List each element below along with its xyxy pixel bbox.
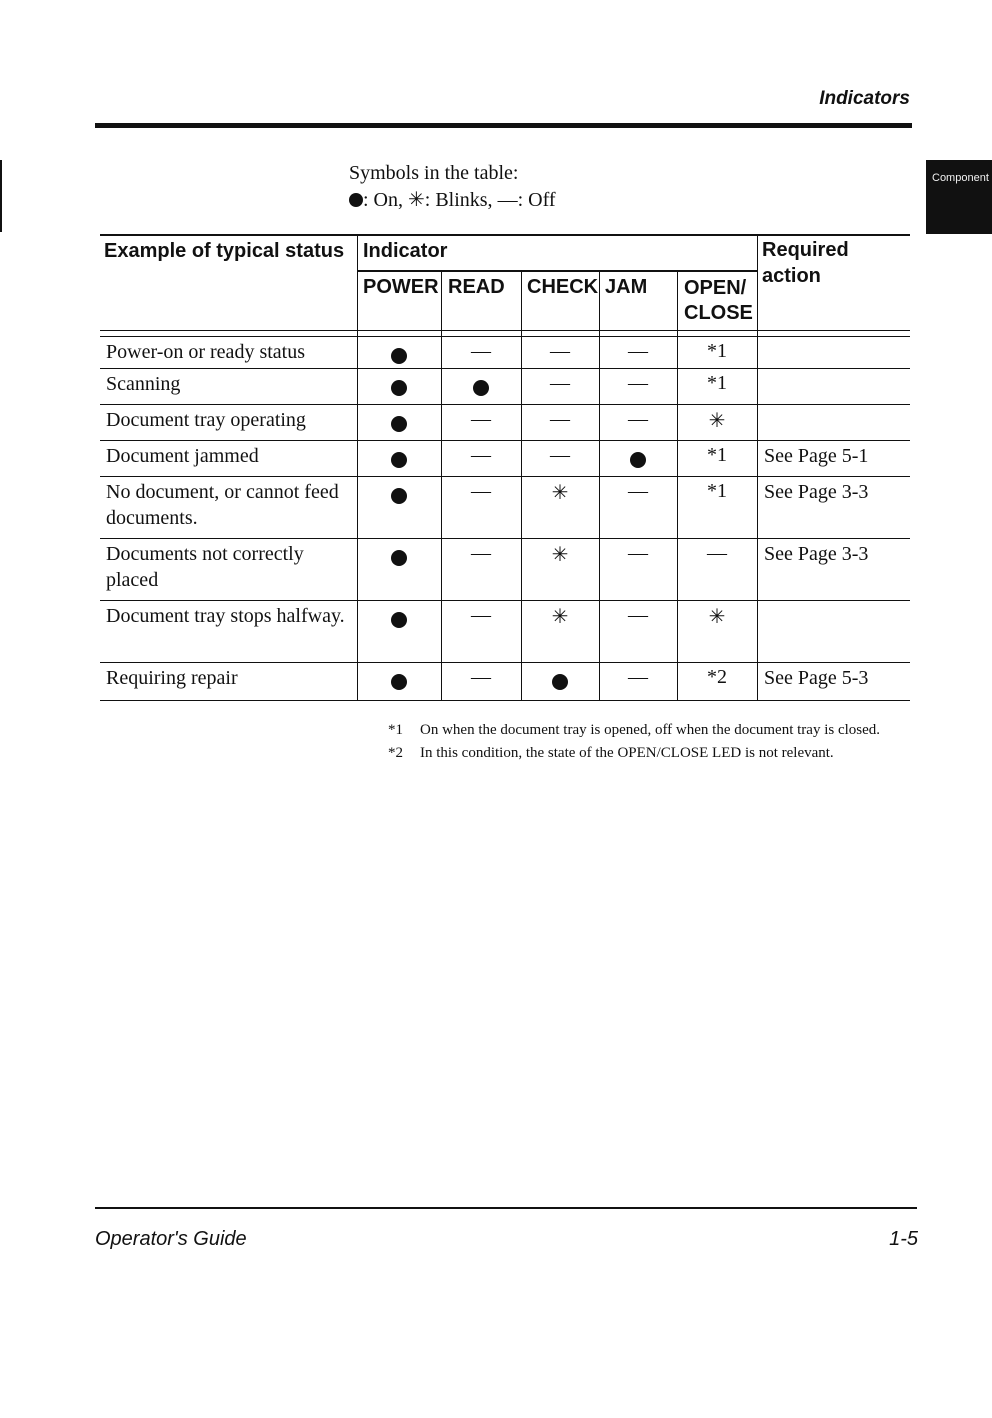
indicator-cell [687,338,747,368]
indicator-cell [687,442,747,472]
footer-rule [95,1207,917,1209]
led-blink-icon: ✳ [551,606,569,628]
indicator-cell [687,602,747,632]
indicator-cell [451,370,511,400]
indicator-cell [608,338,668,368]
legend-intro: Symbols in the table: [349,162,519,184]
header-required-action: Required action [762,239,849,287]
footnote-ref: *1 [707,480,727,502]
section-title: Indicators [819,88,910,109]
indicator-cell [369,664,429,694]
led-on-icon [391,488,407,504]
indicator-cell [369,478,429,508]
indicator-cell [451,478,511,508]
indicator-cell [369,540,429,570]
indicator-cell [451,664,511,694]
led-on-icon [391,348,407,364]
indicator-cell [530,442,590,472]
indicator-cell [530,370,590,400]
status-label: Document tray stops halfway. [106,605,345,627]
column-divider [521,270,522,701]
indicator-cell [451,406,511,436]
row-rule [100,662,910,663]
footnote [388,742,888,765]
required-action: See Page 5-1 [764,445,869,467]
indicator-cell [451,338,511,368]
led-blink-icon: ✳ [551,482,569,504]
led-off-icon: — [550,408,570,430]
footnote-key: *1 [388,722,403,738]
led-off-icon: — [628,408,648,430]
indicator-cell [687,478,747,508]
led-off-icon: — [628,340,648,362]
indicator-cell [608,370,668,400]
legend-on: : On, [363,189,408,211]
chapter-tab: Component [926,160,992,234]
column-divider [599,270,600,701]
header-rule [95,123,912,128]
footnotes [388,719,888,765]
row-rule [100,700,910,701]
led-off-icon: — [471,480,491,502]
header-bottom-rule-1 [100,330,910,331]
status-label: Document jammed [106,445,259,467]
header-indicator: Indicator [363,240,448,262]
page-number: 1-5 [889,1228,918,1250]
led-off-icon: — [471,444,491,466]
indicator-cell [530,664,590,694]
legend-symbols [349,187,556,214]
footnote-ref: *1 [707,372,727,394]
row-rule [100,476,910,477]
indicator-cell [608,602,668,632]
indicator-cell [608,540,668,570]
indicator-cell [451,540,511,570]
column-divider [677,270,678,701]
row-rule [100,368,910,369]
led-on-icon [391,416,407,432]
led-on-icon [391,550,407,566]
footnote-ref: *1 [707,444,727,466]
indicator-cell [369,602,429,632]
indicator-cell [369,406,429,436]
row-rule [100,404,910,405]
led-on-icon [391,612,407,628]
led-off-icon: — [471,604,491,626]
led-blink-icon: ✳ [708,410,726,432]
required-action: See Page 5-3 [764,667,869,689]
status-label: Documents not correctly placed [106,543,304,591]
indicator-cell [530,602,590,632]
column-divider [757,234,758,701]
legend-off: —: Off [497,189,556,211]
header-jam: JAM [605,276,648,298]
indicator-cell [369,370,429,400]
footnote-text: In this condition, the state of the OPEN/CLOSE LED is not relevant. [420,745,834,761]
led-blink-icon: ✳ [551,544,569,566]
status-label: Scanning [106,373,181,395]
footnote-ref: *1 [707,340,727,362]
led-off-icon: — [628,480,648,502]
footnote-ref: *2 [707,666,727,688]
indicator-cell [451,442,511,472]
header-power: POWER [363,276,439,298]
legend-blinks: : Blinks, [424,189,498,211]
row-rule [100,538,910,539]
indicator-cell [608,442,668,472]
symbol-legend [349,160,556,214]
indicator-cell [608,664,668,694]
header-bottom-rule-2 [100,336,910,337]
led-on-icon [391,380,407,396]
indicator-cell [530,478,590,508]
indicator-cell [369,442,429,472]
footer-title: Operator's Guide [95,1228,247,1250]
led-off-icon: — [550,444,570,466]
column-divider [357,234,358,701]
indicator-cell [530,540,590,570]
row-rule [100,600,910,601]
header-read: READ [448,276,505,298]
status-label: Power-on or ready status [106,341,305,363]
indicator-sub-rule [357,270,758,272]
indicator-cell [451,602,511,632]
led-off-icon: — [550,372,570,394]
status-label: Document tray operating [106,409,306,431]
indicator-cell [687,370,747,400]
footnote-key: *2 [388,745,403,761]
column-divider [441,270,442,701]
led-off-icon: — [471,408,491,430]
on-symbol-icon [349,193,363,207]
margin-mark [0,160,2,232]
header-open-close: OPEN/ CLOSE [684,277,753,324]
footnote [388,719,888,742]
header-check: CHECK [527,276,599,298]
led-off-icon: — [628,372,648,394]
required-action: See Page 3-3 [764,543,869,565]
led-on-icon [391,452,407,468]
indicator-cell [608,406,668,436]
led-off-icon: — [628,666,648,688]
header-example-status: Example of typical status [104,240,345,262]
status-label: Requiring repair [106,667,238,689]
footnote-text: On when the document tray is opened, off when the document tray is closed. [420,722,881,738]
led-off-icon: — [628,604,648,626]
indicator-cell [608,478,668,508]
table-top-rule [100,234,910,236]
indicator-cell [687,540,747,570]
led-off-icon: — [471,340,491,362]
led-off-icon: — [707,542,727,564]
led-on-icon [552,674,568,690]
indicator-cell [687,406,747,436]
indicator-cell [369,338,429,368]
required-action: See Page 3-3 [764,481,869,503]
led-off-icon: — [471,666,491,688]
led-off-icon: — [471,542,491,564]
led-on-icon [473,380,489,396]
led-off-icon: — [550,340,570,362]
indicator-cell [687,664,747,694]
row-rule [100,440,910,441]
indicator-cell [530,406,590,436]
indicator-cell [530,338,590,368]
led-off-icon: — [628,542,648,564]
led-on-icon [630,452,646,468]
led-on-icon [391,674,407,690]
led-blink-icon: ✳ [708,606,726,628]
blink-symbol-icon: ✳ [408,189,425,211]
status-label: No document, or cannot feed documents. [106,481,339,529]
